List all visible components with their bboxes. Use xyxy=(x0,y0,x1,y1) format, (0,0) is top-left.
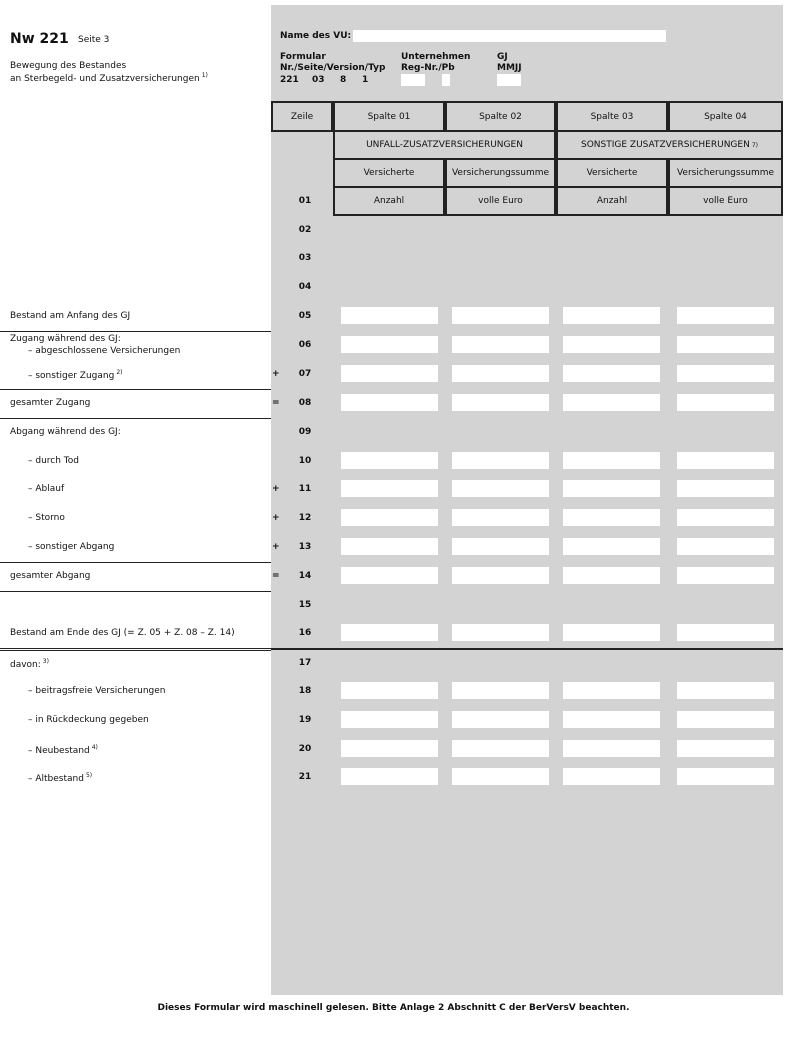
name-label: Name des VU: xyxy=(280,31,352,41)
input-cell-z08-s02[interactable] xyxy=(452,394,549,411)
formular-typ: 1 xyxy=(362,75,369,85)
input-cell-z07-s01[interactable] xyxy=(341,365,438,382)
row-operator: + xyxy=(272,369,280,379)
sub-summe-2: Versicherungssumme xyxy=(668,158,783,188)
input-cell-z21-s02[interactable] xyxy=(452,768,549,785)
input-cell-z13-s01[interactable] xyxy=(341,538,438,555)
name-input[interactable] xyxy=(353,30,666,42)
row-number: 04 xyxy=(298,282,312,292)
sub-versicherte-2: Versicherte xyxy=(556,158,668,188)
input-cell-z19-s02[interactable] xyxy=(452,711,549,728)
gj-input[interactable] xyxy=(497,74,521,86)
group-unfall: UNFALL-ZUSATZVERSICHERUNGEN xyxy=(333,130,556,160)
row-number: 18 xyxy=(298,686,312,696)
row-operator: + xyxy=(272,484,280,494)
input-cell-z21-s03[interactable] xyxy=(563,768,660,785)
row-number: 17 xyxy=(298,658,312,668)
input-cell-z20-s03[interactable] xyxy=(563,740,660,757)
row-number: 02 xyxy=(298,225,312,235)
separator xyxy=(0,562,271,563)
input-cell-z06-s03[interactable] xyxy=(563,336,660,353)
separator xyxy=(0,591,271,592)
row-number: 08 xyxy=(298,398,312,408)
input-cell-z21-s04[interactable] xyxy=(677,768,774,785)
row-label: Bestand am Anfang des GJ xyxy=(10,311,131,321)
row-label: Bestand am Ende des GJ (= Z. 05 + Z. 08 – Z. 14) xyxy=(10,628,235,638)
footnote-marker: 4) xyxy=(91,744,98,751)
row-number: 12 xyxy=(298,513,312,523)
input-cell-z10-s01[interactable] xyxy=(341,452,438,469)
header-spalte-01: Spalte 01 xyxy=(333,101,445,132)
reg-nr-input[interactable] xyxy=(401,74,425,86)
row-label: – in Rückdeckung gegeben xyxy=(28,715,149,725)
formular-version: 8 xyxy=(340,75,347,85)
input-cell-z14-s04[interactable] xyxy=(677,567,774,584)
row-label: Zugang während des GJ: xyxy=(10,334,121,344)
row-number: 01 xyxy=(298,196,312,206)
row-label: – Altbestand $^{5)}$ xyxy=(28,772,93,784)
row-number: 16 xyxy=(298,628,312,638)
unit-anzahl-1: Anzahl xyxy=(333,186,445,216)
pb-input[interactable] xyxy=(442,74,450,86)
gj-sub-label: MMJJ xyxy=(497,63,522,73)
input-cell-z07-s04[interactable] xyxy=(677,365,774,382)
input-cell-z14-s01[interactable] xyxy=(341,567,438,584)
row-number: 09 xyxy=(298,427,312,437)
separator xyxy=(0,331,271,332)
row-number: 10 xyxy=(298,456,312,466)
row-number: 07 xyxy=(298,369,312,379)
input-cell-z19-s03[interactable] xyxy=(563,711,660,728)
input-cell-z14-s03[interactable] xyxy=(563,567,660,584)
row-label: Abgang während des GJ: xyxy=(10,427,121,437)
input-cell-z07-s02[interactable] xyxy=(452,365,549,382)
formular-label: Formular xyxy=(280,52,326,62)
row-number: 11 xyxy=(298,484,312,494)
input-cell-z12-s02[interactable] xyxy=(452,509,549,526)
input-cell-z08-s03[interactable] xyxy=(563,394,660,411)
row-label: – sonstiger Abgang xyxy=(28,542,115,552)
input-cell-z13-s04[interactable] xyxy=(677,538,774,555)
sub-versicherte-1: Versicherte xyxy=(333,158,445,188)
input-cell-z11-s01[interactable] xyxy=(341,480,438,497)
gj-label: GJ xyxy=(497,52,508,62)
input-cell-z12-s01[interactable] xyxy=(341,509,438,526)
row-number: 03 xyxy=(298,253,312,263)
input-cell-z08-s04[interactable] xyxy=(677,394,774,411)
input-cell-z05-s02[interactable] xyxy=(452,307,549,324)
row-label: gesamter Zugang xyxy=(10,398,91,408)
row-number: 05 xyxy=(298,311,312,321)
input-cell-z20-s02[interactable] xyxy=(452,740,549,757)
row-number: 14 xyxy=(298,571,312,581)
row-label: – durch Tod xyxy=(28,456,79,466)
row-16-bottom-rule xyxy=(271,648,783,650)
row-label: – Storno xyxy=(28,513,65,523)
row-operator: + xyxy=(272,513,280,523)
unit-euro-1: volle Euro xyxy=(445,186,556,216)
formular-seite: 03 xyxy=(312,75,325,85)
input-cell-z20-s01[interactable] xyxy=(341,740,438,757)
unit-euro-2: volle Euro xyxy=(668,186,783,216)
row-number: 06 xyxy=(298,340,312,350)
row-operator: = xyxy=(272,398,280,408)
row-operator: + xyxy=(272,542,280,552)
row-operator: = xyxy=(272,571,280,581)
header-zeile: Zeile xyxy=(271,101,333,132)
input-cell-z07-s03[interactable] xyxy=(563,365,660,382)
header-spalte-04: Spalte 04 xyxy=(668,101,783,132)
input-cell-z16-s03[interactable] xyxy=(563,624,660,641)
unternehmen-label: Unternehmen xyxy=(401,52,471,62)
input-cell-z06-s04[interactable] xyxy=(677,336,774,353)
header-spalte-03: Spalte 03 xyxy=(556,101,668,132)
input-cell-z10-s02[interactable] xyxy=(452,452,549,469)
input-cell-z12-s04[interactable] xyxy=(677,509,774,526)
form-title-line1: Bewegung des Bestandes xyxy=(10,61,127,71)
input-cell-z11-s02[interactable] xyxy=(452,480,549,497)
separator xyxy=(0,389,271,390)
input-cell-z16-s01[interactable] xyxy=(341,624,438,641)
input-cell-z18-s02[interactable] xyxy=(452,682,549,699)
input-cell-z11-s04[interactable] xyxy=(677,480,774,497)
row-label: – Neubestand $^{4)}$ xyxy=(28,744,98,756)
input-cell-z11-s03[interactable] xyxy=(563,480,660,497)
row-label: – beitragsfreie Versicherungen xyxy=(28,686,166,696)
footnote-marker: 3) xyxy=(42,658,49,665)
input-cell-z18-s03[interactable] xyxy=(563,682,660,699)
form-code: Nw 221 xyxy=(10,31,69,47)
row-label: – Ablauf xyxy=(28,484,65,494)
row-label-secondary: – abgeschlossene Versicherungen xyxy=(28,346,181,356)
row-number: 15 xyxy=(298,600,312,610)
footnote-marker: 2) xyxy=(116,369,123,376)
row-number: 19 xyxy=(298,715,312,725)
input-cell-z10-s04[interactable] xyxy=(677,452,774,469)
double-separator xyxy=(0,648,271,651)
input-cell-z16-s02[interactable] xyxy=(452,624,549,641)
unternehmen-sub-label: Reg-Nr./Pb xyxy=(401,63,455,73)
input-cell-z05-s04[interactable] xyxy=(677,307,774,324)
header-spalte-02: Spalte 02 xyxy=(445,101,556,132)
footnote-marker: 5) xyxy=(85,772,93,779)
row-number: 21 xyxy=(298,772,312,782)
input-cell-z18-s04[interactable] xyxy=(677,682,774,699)
input-cell-z18-s01[interactable] xyxy=(341,682,438,699)
input-cell-z05-s03[interactable] xyxy=(563,307,660,324)
input-cell-z06-s02[interactable] xyxy=(452,336,549,353)
row-label: davon: $^{3)}$ xyxy=(10,658,49,670)
input-cell-z16-s04[interactable] xyxy=(677,624,774,641)
input-cell-z14-s02[interactable] xyxy=(452,567,549,584)
formular-nr: 221 xyxy=(280,75,299,85)
input-cell-z06-s01[interactable] xyxy=(341,336,438,353)
row-number: 20 xyxy=(298,744,312,754)
row-label: gesamter Abgang xyxy=(10,571,91,581)
input-cell-z20-s04[interactable] xyxy=(677,740,774,757)
row-number: 13 xyxy=(298,542,312,552)
input-cell-z13-s02[interactable] xyxy=(452,538,549,555)
input-cell-z05-s01[interactable] xyxy=(341,307,438,324)
sub-summe-1: Versicherungssumme xyxy=(445,158,556,188)
formular-sub-label: Nr./Seite/Version/Typ xyxy=(280,63,386,73)
footer-note: Dieses Formular wird maschinell gelesen. Bitte Anlage 2 Abschnitt C der BerVersV beachten. xyxy=(157,1003,630,1013)
input-cell-z13-s03[interactable] xyxy=(563,538,660,555)
unit-anzahl-2: Anzahl xyxy=(556,186,668,216)
form-title-line2: an Sterbegeld- und Zusatzversicherungen $^{1)}$ xyxy=(10,72,208,84)
row-label: – sonstiger Zugang $^{2)}$ xyxy=(28,369,123,381)
input-cell-z10-s03[interactable] xyxy=(563,452,660,469)
input-cell-z21-s01[interactable] xyxy=(341,768,438,785)
group-sonstige: SONSTIGE ZUSATZVERSICHERUNGEN 7) xyxy=(556,130,783,160)
separator xyxy=(0,418,271,419)
input-cell-z19-s01[interactable] xyxy=(341,711,438,728)
page-number: Seite 3 xyxy=(78,35,110,45)
input-cell-z19-s04[interactable] xyxy=(677,711,774,728)
input-cell-z12-s03[interactable] xyxy=(563,509,660,526)
input-cell-z08-s01[interactable] xyxy=(341,394,438,411)
